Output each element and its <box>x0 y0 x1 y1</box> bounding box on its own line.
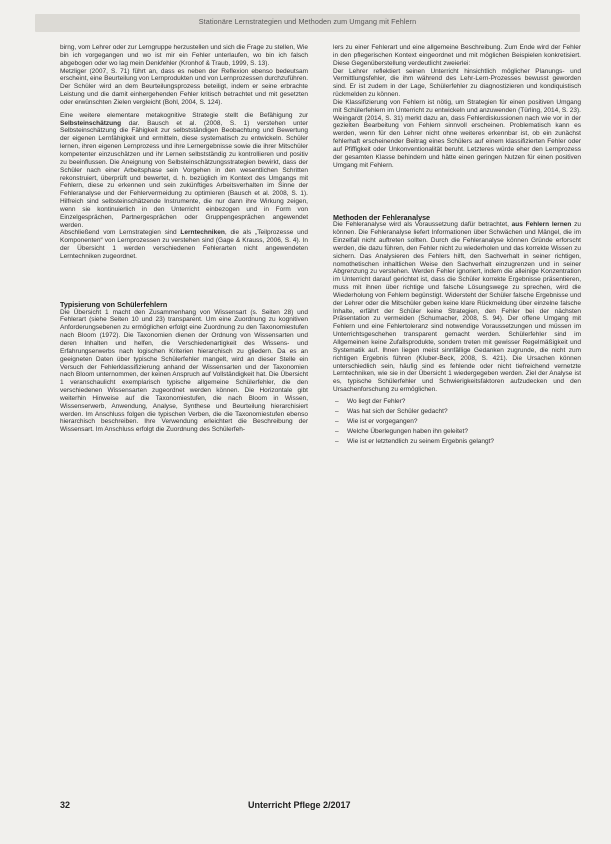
journal-issue: Unterricht Pflege 2/2017 <box>248 800 351 810</box>
section-heading-typisierung: Typisierung von Schülerfehlern <box>60 299 168 309</box>
running-header <box>35 14 580 32</box>
analysis-questions-list <box>333 398 581 446</box>
analysis-question: – Was hat sich der Schüler gedacht? <box>333 408 581 416</box>
right-paragraph-4-a: Die Fehleranalyse wird als Voraussetzung dafür betrachtet, <box>333 221 512 229</box>
left-paragraph-3-b: dar. Bausch et al. (2008, S. 1) verstehen unter Selbsteinschätzung die Fähigkeit zur selbstständigen Beobachtung und Bewertung der eigenen Lernfähigkeit und ermitteln, diese systematisch zu entwickeln. Schüler lernen, ihren eigenen Lernprozess und ihre Lernergebnisse sowie die ihrer Mitschüler kompetenter einzuschätzen und ihr Lernen selbstständig zu kontrollieren und positiv zu beeinflussen. Die Aneignung von Selbsteinschätzungsstrategien bewirkt, dass der Schüler nach einer Arbeitsphase sein Vorgehen in den wesentlichen Schritten rekonstruiert, überprüft und bewertet, d. h. bezüglich im Kontext des Umgangs mit Fehlern, diese zu erkennen und sein zukünftiges Arbeitsverhalten im Sinne der Fehleranalyse und der Fehlervermeidung zu optimieren (Bausch et al. 2008, S. 1). Hilfreich sind selbsteinschätzende Instrumente, die nur dann ihre Wirkung zeigen, wenn sie kontinuierlich in den Unterricht einbezogen und in Form von Einzelgesprächen, Partnergesprächen oder Gruppengesprächen angewendet werden. <box>60 119 308 229</box>
right-paragraph-1: lers zu einer Fehlerart und eine allgemeine Beschreibung. Zum Ende wird der Fehler in den pflegerischen Kontext eingeordnet und mit möglichen Beispielen konkretisiert. Diese Gegenüberstellung verdeutlicht zweierlei: <box>333 44 581 67</box>
right-column <box>333 44 581 449</box>
right-paragraph-4 <box>333 221 581 394</box>
right-paragraph-2: Der Lehrer reflektiert seinen Unterricht hinsichtlich möglicher Planungs- und Vermittlungsfehler, die ihm während des Lehr-Lern-Prozesses bewusst geworden sind. Er ist zudem in der Lage, Schülerfehler zu diagnostizieren und kondiquistisch rückmelden zu können. <box>333 67 581 99</box>
left-paragraph-3-a: Eine weitere elementare metakognitive Strategie stellt die Befähigung zur <box>60 111 308 119</box>
analysis-question: – Wie ist er letztendlich zu seinem Ergebnis gelangt? <box>333 438 581 446</box>
left-column <box>60 44 308 434</box>
right-paragraph-4-b: zu können. Die Fehleranalyse liefert Informationen über Schwächen und Mängel, die im Einzelfall nicht auftreten sollten. Durch die Fehleranalyse können Gründe erforscht werden, die dazu führen, den Fehler nicht zu wiederholen und das korrekte Wissen zu sichern. Das Analysieren des Fehlers hilft, den Sachverhalt in seiner richtigen, nomothetischen inhaltlichen Weise den Sachverhalt einzugrenzen und in seiner Abgrenzung zu verstehen. Werden Fehler ignoriert, indem die alleinige Konzentration im Unterricht darauf gerichtet ist, dass die Schüler korrekte Ergebnisse präsentieren, muss mit ihnen über richtige und falsche Lösungswege zu sprechen, wird die Wiederholung von Fehlern begünstigt. Widersteht der Schüler falsche Ergebnisse und der Lehrer oder die Mitschüler geben keine klare Rückmeldung über einzelne falsche Inhalte, erfährt der Schüler keine Strategien, den Fehler bei der nächsten Präsentation zu vermeiden (Schumacher, 2008, S. 94). Der offene Umgang mit Fehlern und eine Fehlertoleranz sind notwendige Voraussetzungen und müssen im Unterrichtsgeschehen transparent gemacht werden. Schülerfehler sind im Allgemeinen keine Zufallsprodukte, sondern treten mit gewisser Regelmäßigkeit und Systematik auf. Ihnen liegen meist sinnfällige Gedanken zugrunde, die nicht zum richtigen Ergebnis führen (Kluber-Beck, 2008, S. 421). Die Ursachen können unterschiedlich sein, häufig sind es fehlende oder nicht tiefreichend vernetzte Lerntechniken, wie sie in der Übersicht 1 wiedergegeben werden. Ziel der Analyse ist es, typische Schülerfehler und Schwierigkeitsfaktoren aufzudecken und den Ursachenforschung zu ermöglichen. <box>333 221 582 394</box>
analysis-question: – Welche Überlegungen haben ihn geleitet? <box>333 428 581 436</box>
left-paragraph-4 <box>60 229 308 260</box>
page-number: 32 <box>60 800 71 810</box>
keyword-selbsteinschaetzung: Selbsteinschätzung <box>60 119 122 127</box>
left-paragraph-5: Die Übersicht 1 macht den Zusammenhang von Wissensart (s. Seiten 28) und Fehlerart (siehe Seiten 10 und 23) transparent. Um eine Zuordnung zu kognitiven Anforderungsebenen zu ermöglichen erfolgt eine Zuordnung zu den Taxonomiestufen nach Bloom (1972). Die Taxonomien dienen der Ordnung von Wissensarten und deren Inhalten und helfen, die Verschiedenartigkeit des Wissens- und Erfahrungserwerbs nach logischen Kriterien hierarchisch zu gliedern. Da es an geeigneten Daten über typische Schülerfehler mangelt, wird an dieser Stelle ein Versuch der Fehlerklassifizierung anhand der Wissensarten und der Taxonomien nach Bloom unternommen, der keinen Anspruch auf Vollständigkeit hat. Die Übersicht 1 veranschaulicht exemplarisch typische allgemeine Schülerfehler, die den verschiedenen Wissensarten zugeordnet werden können. Die Horizontale gibt weiterhin Hinweise auf die Taxonomiestufen, die nach Bloom in Wissen, Wissenserwerb, Anwendung, Analyse, Synthese und Beurteilung hierarchisiert werden. Im Anschluss folgen die typischen Verben, die die Taxonomiestufen ebenso hierarchisch beschreiben. Ihre Verwendung erleichtert die Beschreibung der Wissensart. Im Anschluss erfolgt die Zuordnung des Schülerfeh- <box>60 308 308 434</box>
left-paragraph-4-a: Abschließend vom Lernstrategien sind <box>60 229 181 237</box>
section-heading-methoden: Methoden der Fehleranalyse <box>333 212 431 222</box>
analysis-question: – Wo liegt der Fehler? <box>333 398 581 406</box>
left-paragraph-3 <box>60 112 308 230</box>
running-header-title: Stationäre Lernstrategien und Methoden zum Umgang mit Fehlern <box>198 17 417 26</box>
analysis-question: – Wie ist er vorgegangen? <box>333 418 581 426</box>
left-paragraph-1: birng, vom Lehrer oder zur Lerngruppe herzustellen und sich die Frage zu stellen, Wie bin ich vorgegangen und wo ist mir ein Fehler unterlaufen, wo bin ich falsch abgebogen oder wo lag mein Denkfehler (Kronhof & Traub, 1999, S. 13). <box>60 44 308 67</box>
right-paragraph-3: Die Klassifizierung von Fehlern ist nötig, um Strategien für einen positiven Umgang mit Schülerfehlern im Unterricht zu entwickeln und anzuwenden (Türling, 2014, S. 23). Weingardt (2014, S. 31) merkt dazu an, dass Fehlerdiskussionen nach wie vor in der gezielten Bearbeitung von Fehlern sinnvoll erscheinen. Problematisch kann es werden, wenn für den Lehrer nicht ohne weiteres erkennbar ist, ob ein zunächst fehlerhaft erscheinender Beitrag eines Schülers auf einem klassifizierten Fehler oder auf Pfiffigkeit oder Unkonventionalität beruht. Letzteres würde eher den Lernprozess der gesamten Klasse behindern und hätte einen geringen Nutzen für einen positiven Umgang mit Fehlern. <box>333 98 581 169</box>
left-paragraph-4-b: , die als „Teilprozesse und Komponenten“ von Lernprozessen zu verstehen sind (Gage & Krauss, 2006, S. 4). In der Übersicht 1 werden verschiedenen Fehlerarten nicht angewendeten Lerntechniken zugeordnet. <box>60 229 308 260</box>
keyword-aus-fehlern-lernen: aus Fehlern lernen <box>511 221 572 229</box>
left-paragraph-2: Metzliger (2007, S. 71) führt an, dass es neben der Reflexion ebenso bedeutsam erscheint, eine Beurteilung von Lernprodukten und von Lernprozessen durchzuführen. Der Schüler wird an dem Beurteilungsprozess beteiligt, indem er seine erbrachte Leistung und die damit einhergehenden Fehler kritisch betrachtet und mit gesetzten oder erwünschten Zielen vergleicht (Bohl, 2004, S. 124). <box>60 67 308 106</box>
keyword-lerntechniken: Lerntechniken <box>180 229 225 237</box>
